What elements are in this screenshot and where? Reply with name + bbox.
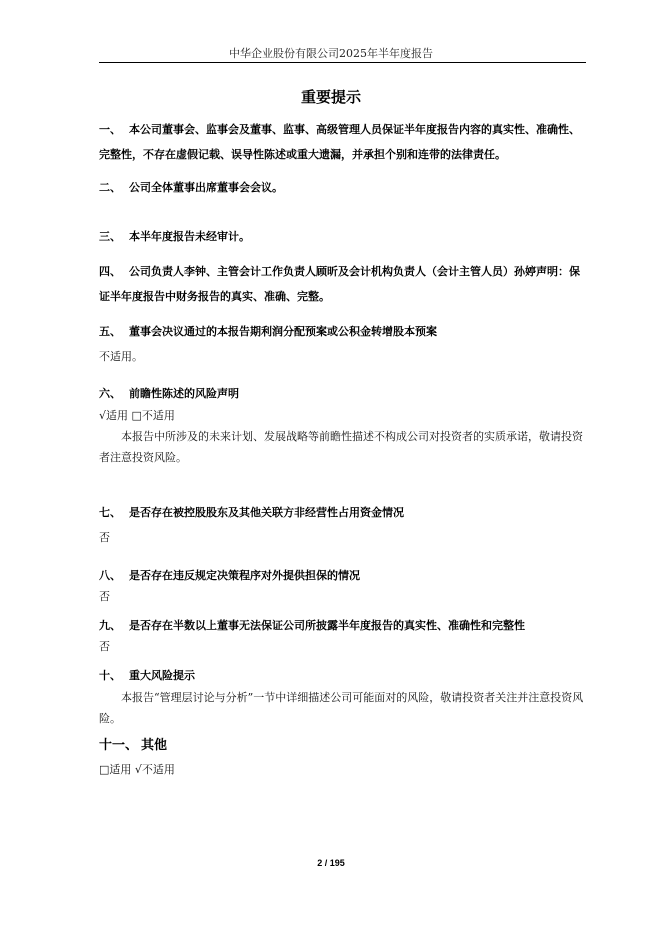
section-5-answer: 不适用。 — [99, 350, 143, 363]
section-6-checkbox: √适用 □不适用 — [99, 409, 175, 422]
section-text: 是否存在被控股股东及其他关联方非经营性占用资金情况 — [129, 506, 404, 519]
section-text: 本公司董事会、监事会及董事、监事、高级管理人员保证半年度报告内容的真实性、准确性、完整性，不存在虚假记载、误导性陈述或重大遗漏，并承担个别和连带的法律责任。 — [99, 123, 580, 161]
section-number: 三、 — [99, 230, 121, 243]
section-3 — [99, 224, 589, 249]
section-11 — [99, 733, 589, 758]
section-6-answer: 本报告中所涉及的未来计划、发展战略等前瞻性描述不构成公司对投资者的实质承诺，敬请投资者注意投资风险。 — [99, 430, 583, 464]
section-8 — [99, 563, 589, 588]
section-text: 是否存在违反规定决策程序对外提供担保的情况 — [129, 569, 360, 582]
section-number: 十、 — [99, 669, 121, 682]
section-number: 一、 — [99, 123, 121, 136]
section-1 — [99, 117, 589, 167]
section-2 — [99, 175, 589, 200]
section-text: 重大风险提示 — [129, 669, 195, 682]
section-text: 董事会决议通过的本报告期利润分配预案或公积金转增股本预案 — [129, 325, 437, 338]
section-text: 本半年度报告未经审计。 — [129, 230, 250, 243]
section-text: 公司全体董事出席董事会会议。 — [129, 181, 283, 194]
section-9-answer: 否 — [99, 640, 110, 653]
section-text: 前瞻性陈述的风险声明 — [129, 387, 239, 400]
section-number: 五、 — [99, 325, 121, 338]
section-10-answer: 本报告“管理层讨论与分析”一节中详细描述公司可能面对的风险，敬请投资者关注并注意投资风险。 — [99, 691, 584, 725]
section-number: 四、 — [99, 265, 121, 278]
section-9 — [99, 613, 589, 638]
section-number: 十一、 — [99, 738, 139, 753]
section-6 — [99, 381, 589, 406]
section-text: 其他 — [141, 738, 168, 753]
page-title: 重要提示 — [300, 88, 361, 106]
section-7-answer: 否 — [99, 531, 110, 544]
section-11-checkbox: □适用 √不适用 — [99, 763, 175, 776]
section-10 — [99, 663, 589, 688]
header-divider — [99, 62, 586, 63]
page-header: 中华企业股份有限公司2025年半年度报告 — [229, 47, 433, 60]
section-4 — [99, 259, 589, 309]
section-text: 公司负责人李钟、主管会计工作负责人顾昕及会计机构负责人（会计主管人员）孙婷声明：保证半年度报告中财务报告的真实、准确、完整。 — [99, 265, 580, 303]
section-number: 六、 — [99, 387, 121, 400]
section-7 — [99, 500, 589, 525]
section-number: 八、 — [99, 569, 121, 582]
section-number: 七、 — [99, 506, 121, 519]
section-5 — [99, 319, 589, 344]
section-text: 是否存在半数以上董事无法保证公司所披露半年度报告的真实性、准确性和完整性 — [129, 619, 525, 632]
section-number: 九、 — [99, 619, 121, 632]
page-number: 2 / 195 — [317, 858, 345, 868]
section-8-answer: 否 — [99, 590, 110, 603]
section-number: 二、 — [99, 181, 121, 194]
